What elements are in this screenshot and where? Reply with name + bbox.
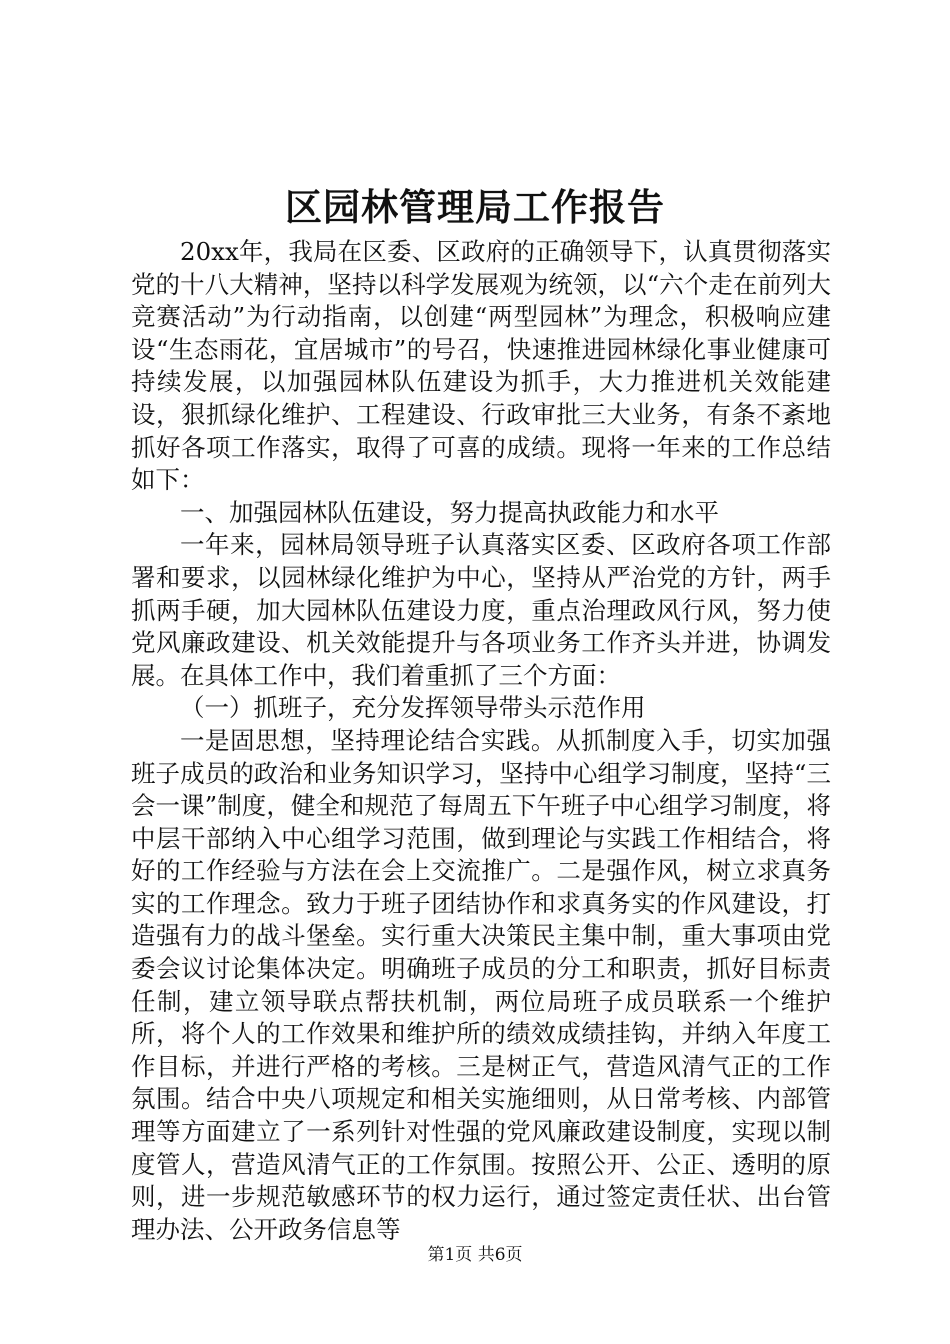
document-title: 区园林管理局工作报告	[285, 185, 665, 229]
subsection-heading-1: （一）抓班子，充分发挥领导带头示范作用	[180, 693, 646, 723]
subsection-1-paragraph: 一是固思想，坚持理论结合实践。从抓制度入手，切实加强班子成员的政治和业务知识学习，坚持中心组学习制度，坚持“三会一课”制度，健全和规范了每周五下午班子中心组学习制度，将中层干部纳入中心组学习范围，做到理论与实践工作相结合，将好的工作经验与方法在会上交流推广。二是强作风，树立求真务实的工作理念。致力于班子团结协作和求真务实的作风建设，打造强有力的战斗堡垒。实行重大决策民主集中制，重大事项由党委会议讨论集体决定。明确班子成员的分工和职责，抓好目标责任制，建立领导联点帮扶机制，两位局班子成员联系一个维护所，将个人的工作效果和维护所的绩效成绩挂钩，并纳入年度工作目标，并进行严格的考核。三是树正气，营造风清气正的工作氛围。结合中央八项规定和相关实施细则，从日常考核、内部管理等方面建立了一系列针对性强的党风廉政建设制度，实现以制度管人，营造风清气正的工作氛围。按照公开、公正、透明的原则，进一步规范敏感环节的权力运行，通过签定责任状、出台管理办法、公开政务信息等	[131, 725, 831, 1244]
document-body	[131, 236, 831, 1246]
intro-paragraph: 20xx年，我局在区委、区政府的正确领导下，认真贯彻落实党的十八大精神，坚持以科学发展观为统领，以“六个走在前列大竞赛活动”为行动指南，以创建“两型园林”为理念，积极响应建设“生态雨花，宜居城市”的号召，快速推进园林绿化事业健康可持续发展，以加强园林队伍建设为抓手，大力推进机关效能建设，狠抓绿化维护、工程建设、行政审批三大业务，有条不紊地抓好各项工作落实，取得了可喜的成绩。现将一年来的工作总结如下：	[131, 237, 831, 495]
section-heading-1: 一、加强园林队伍建设，努力提高执政能力和水平	[180, 497, 719, 527]
page-number-footer: 第1页 共6页	[427, 1245, 523, 1265]
section-1-paragraph: 一年来，园林局领导班子认真落实区委、区政府各项工作部署和要求，以园林绿化维护为中心，坚持从严治党的方针，两手抓两手硬，加大园林队伍建设力度，重点治理政风行风，努力使党风廉政建设、机关效能提升与各项业务工作齐头并进，协调发展。在具体工作中，我们着重抓了三个方面：	[131, 530, 831, 690]
